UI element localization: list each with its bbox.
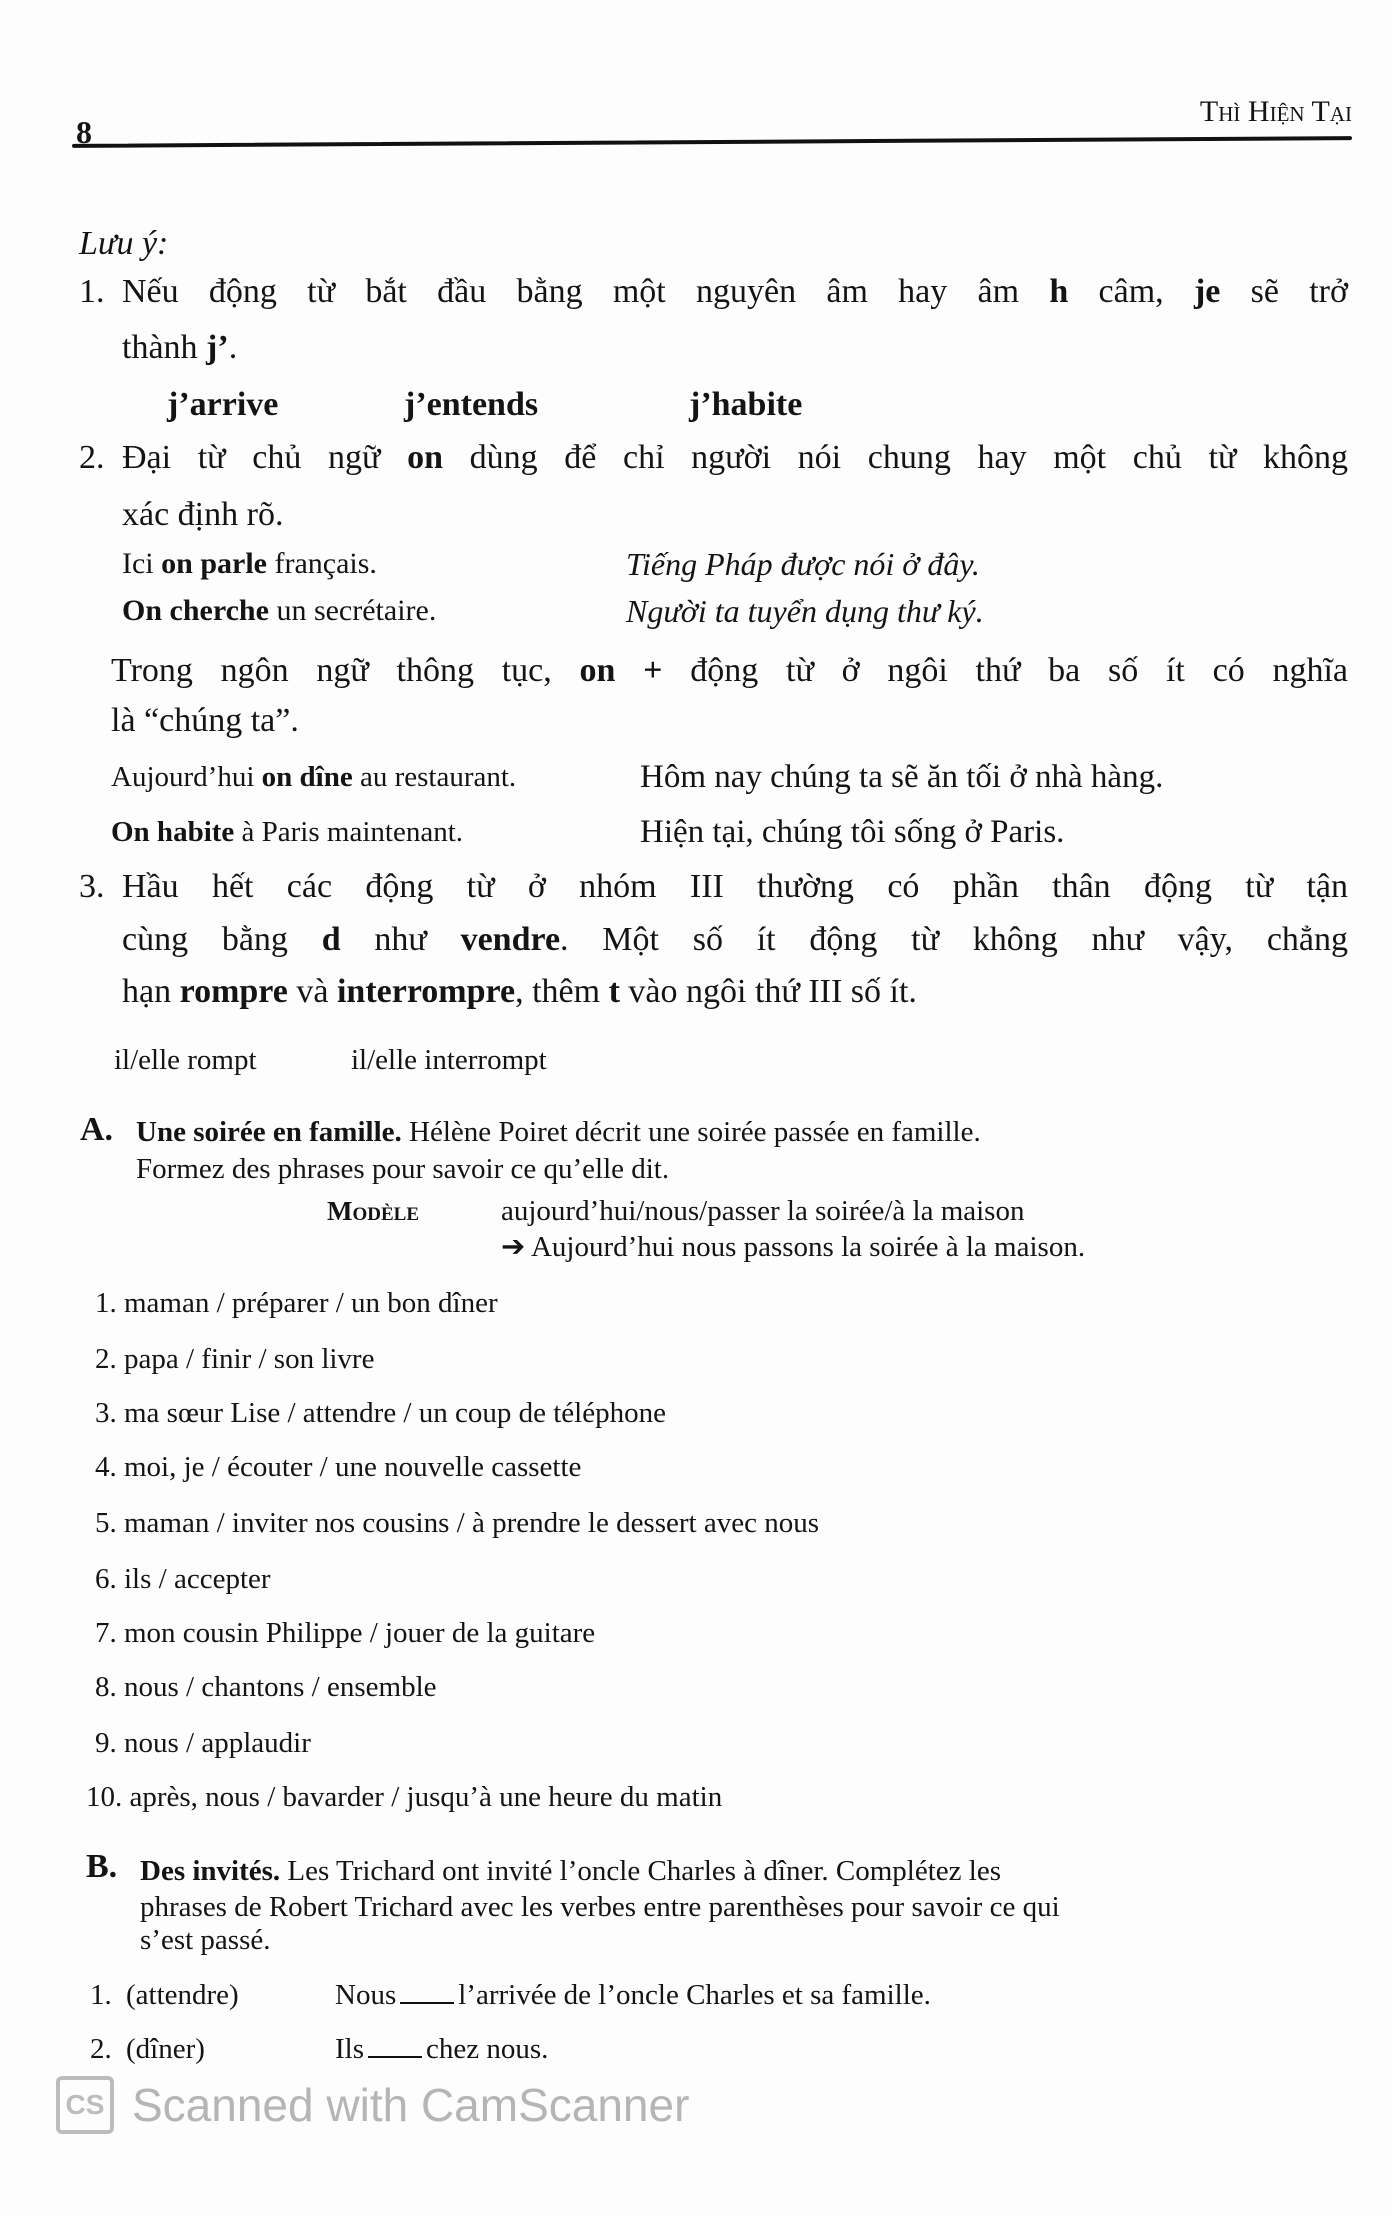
exercise-a-title: Une soirée en famille. (136, 1116, 402, 1148)
text: sẽ trở (1220, 273, 1348, 310)
text: Nếu động từ bắt đầu bằng một nguyên âm hay âm (122, 273, 1050, 310)
exercise-a-item (95, 1670, 437, 1704)
example-french (111, 757, 516, 797)
note-1-line-1 (122, 272, 1348, 312)
text: và (287, 973, 337, 1010)
camscanner-logo-icon: CS (56, 2076, 114, 2134)
text-bold: On cherche (122, 594, 269, 627)
text: . Một số ít động từ không như vậy, chẳng (560, 921, 1348, 958)
item-number: 3. (95, 1397, 117, 1429)
example: il/elle rompt (114, 1044, 257, 1076)
example-translation: Hôm nay chúng ta sẽ ăn tối ở nhà hàng. (640, 759, 1164, 795)
note-3-line-2 (122, 920, 1348, 960)
item-text: papa / finir / son livre (124, 1343, 375, 1375)
exercise-b-instructions-1 (140, 1854, 1001, 1888)
exercise-a-item (95, 1450, 581, 1484)
example-translation: Người ta tuyển dụng thư ký. (626, 593, 984, 629)
text: như (340, 921, 461, 958)
item-number: 10. (86, 1781, 123, 1813)
text-bold: On habite (111, 816, 235, 848)
exercise-a-instructions-1 (136, 1115, 981, 1149)
text: . (228, 329, 238, 366)
text: à Paris maintenant. (234, 816, 463, 848)
example: il/elle interrompt (351, 1044, 547, 1076)
exercise-b-item-sentence (335, 2032, 548, 2066)
text: Les Trichard ont invité l’oncle Charles à dîner. Complétez les (280, 1855, 1001, 1887)
header-rule (72, 136, 1352, 148)
exercise-b-title: Des invités. (140, 1855, 281, 1887)
note-1-number: 1. (79, 273, 105, 310)
chapter-title: Thì Hiện Tại (1199, 95, 1352, 128)
example-french (122, 544, 377, 584)
text-bold: on (407, 439, 443, 476)
text: un secrétaire. (268, 594, 437, 627)
text: cùng bằng (122, 921, 322, 958)
item-number: 7. (95, 1617, 117, 1649)
exercise-b-item-sentence (335, 1978, 931, 2012)
text: au restaurant. (352, 761, 517, 793)
text-bold: interrompre (336, 973, 516, 1010)
exercise-a-item (86, 1780, 722, 1814)
example-french (122, 591, 436, 631)
note-2-paragraph-line-2: là “chúng ta”. (111, 702, 299, 739)
text: dùng để chỉ người nói chung hay một chủ từ không (442, 439, 1349, 476)
exercise-b-item-number: 1. (90, 1979, 112, 2011)
exercise-b-item-number: 2. (90, 2033, 112, 2065)
text: vào ngôi thứ III số ít. (619, 973, 917, 1010)
example: j’arrive (167, 386, 279, 423)
text: câm, (1068, 273, 1194, 310)
answer-blank[interactable] (368, 2036, 422, 2058)
item-number: 5. (95, 1507, 117, 1539)
item-text: moi, je / écouter / une nouvelle cassette (124, 1451, 582, 1483)
notes-title: Lưu ý: (79, 225, 169, 262)
note-1-line-2 (122, 328, 237, 368)
item-text: maman / inviter nos cousins / à prendre le dessert avec nous (124, 1507, 819, 1539)
model-label: Modèle (327, 1196, 420, 1226)
note-2-number: 2. (79, 439, 105, 476)
note-2-paragraph-line-1 (111, 651, 1348, 691)
exercise-b-item-verb: (attendre) (126, 1979, 239, 2011)
note-3-line-3 (122, 972, 917, 1012)
example: j’entends (404, 386, 539, 423)
exercise-a-instructions-2: Formez des phrases pour savoir ce qu’elle dit. (136, 1153, 670, 1185)
item-text: après, nous / bavarder / jusqu’à une heure du matin (129, 1781, 723, 1813)
item-number: 1. (95, 1287, 117, 1319)
text: Hélène Poiret décrit une soirée passée en famille. (401, 1116, 981, 1148)
text: động từ ở ngôi thứ ba số ít có nghĩa (662, 652, 1348, 689)
note-3-number: 3. (79, 868, 105, 905)
text: Nous (335, 1979, 397, 2011)
text: Aujourd’hui (111, 761, 262, 793)
text: Ils (335, 2033, 364, 2065)
exercise-b-item-verb: (dîner) (126, 2033, 205, 2065)
exercise-a-item (95, 1286, 498, 1320)
example-translation: Hiện tại, chúng tôi sống ở Paris. (640, 814, 1065, 850)
text: chez nous. (426, 2033, 549, 2065)
text-bold: on + (579, 652, 663, 689)
exercise-a-item (95, 1396, 666, 1430)
text-bold: on dîne (261, 761, 353, 793)
exercise-a-item (95, 1726, 311, 1760)
exercise-a-item (95, 1342, 374, 1376)
item-number: 9. (95, 1727, 117, 1759)
exercise-a-item (95, 1616, 595, 1650)
example: j’habite (689, 386, 803, 423)
text-bold: j’ (206, 329, 229, 366)
page-number: 8 (76, 114, 92, 150)
note-3-line-1: Hầu hết các động từ ở nhóm III thường có phần thân động từ tận (122, 868, 1348, 905)
model-answer: ➔ Aujourd’hui nous passons la soirée à la maison. (501, 1231, 1086, 1263)
text: l’arrivée de l’oncle Charles et sa famille. (458, 1979, 931, 2011)
item-text: nous / applaudir (124, 1727, 311, 1759)
exercise-b-instructions-2: phrases de Robert Trichard avec les verbes entre parenthèses pour savoir ce qui (140, 1891, 1060, 1923)
text-bold: t (608, 973, 620, 1010)
example-french (111, 812, 463, 852)
text-bold: vendre (460, 921, 561, 958)
exercise-b-letter: B. (86, 1848, 118, 1885)
text: Đại từ chủ ngữ (122, 439, 408, 476)
item-text: ils / accepter (124, 1563, 271, 1595)
model-prompt: aujourd’hui/nous/passer la soirée/à la maison (501, 1195, 1025, 1227)
item-text: mon cousin Philippe / jouer de la guitare (124, 1617, 596, 1649)
item-number: 2. (95, 1343, 117, 1375)
note-2-line-1 (122, 438, 1348, 478)
answer-blank[interactable] (400, 1982, 454, 2004)
text: thành (122, 329, 207, 366)
item-text: ma sœur Lise / attendre / un coup de téléphone (124, 1397, 666, 1429)
text-bold: je (1193, 273, 1221, 310)
camscanner-watermark (56, 2076, 689, 2134)
exercise-b-instructions-3: s’est passé. (140, 1924, 271, 1956)
item-text: nous / chantons / ensemble (124, 1671, 437, 1703)
example-translation: Tiếng Pháp được nói ở đây. (626, 546, 980, 582)
text-bold: d (321, 921, 341, 958)
text-bold: on parle (161, 547, 267, 580)
watermark-text: Scanned with CamScanner (132, 2079, 690, 2131)
item-number: 6. (95, 1563, 117, 1595)
text: Ici (122, 547, 162, 580)
exercise-a-item (95, 1506, 819, 1540)
item-text: maman / préparer / un bon dîner (124, 1287, 498, 1319)
text: français. (266, 547, 377, 580)
item-number: 4. (95, 1451, 117, 1483)
text: hạn (122, 973, 180, 1010)
text: , thêm (515, 973, 609, 1010)
text: Trong ngôn ngữ thông tục, (111, 652, 580, 689)
exercise-a-letter: A. (80, 1111, 114, 1148)
text-bold: h (1049, 273, 1069, 310)
text-bold: rompre (179, 973, 288, 1010)
exercise-a-item (95, 1562, 271, 1596)
note-2-line-2: xác định rõ. (122, 496, 284, 533)
item-number: 8. (95, 1671, 117, 1703)
